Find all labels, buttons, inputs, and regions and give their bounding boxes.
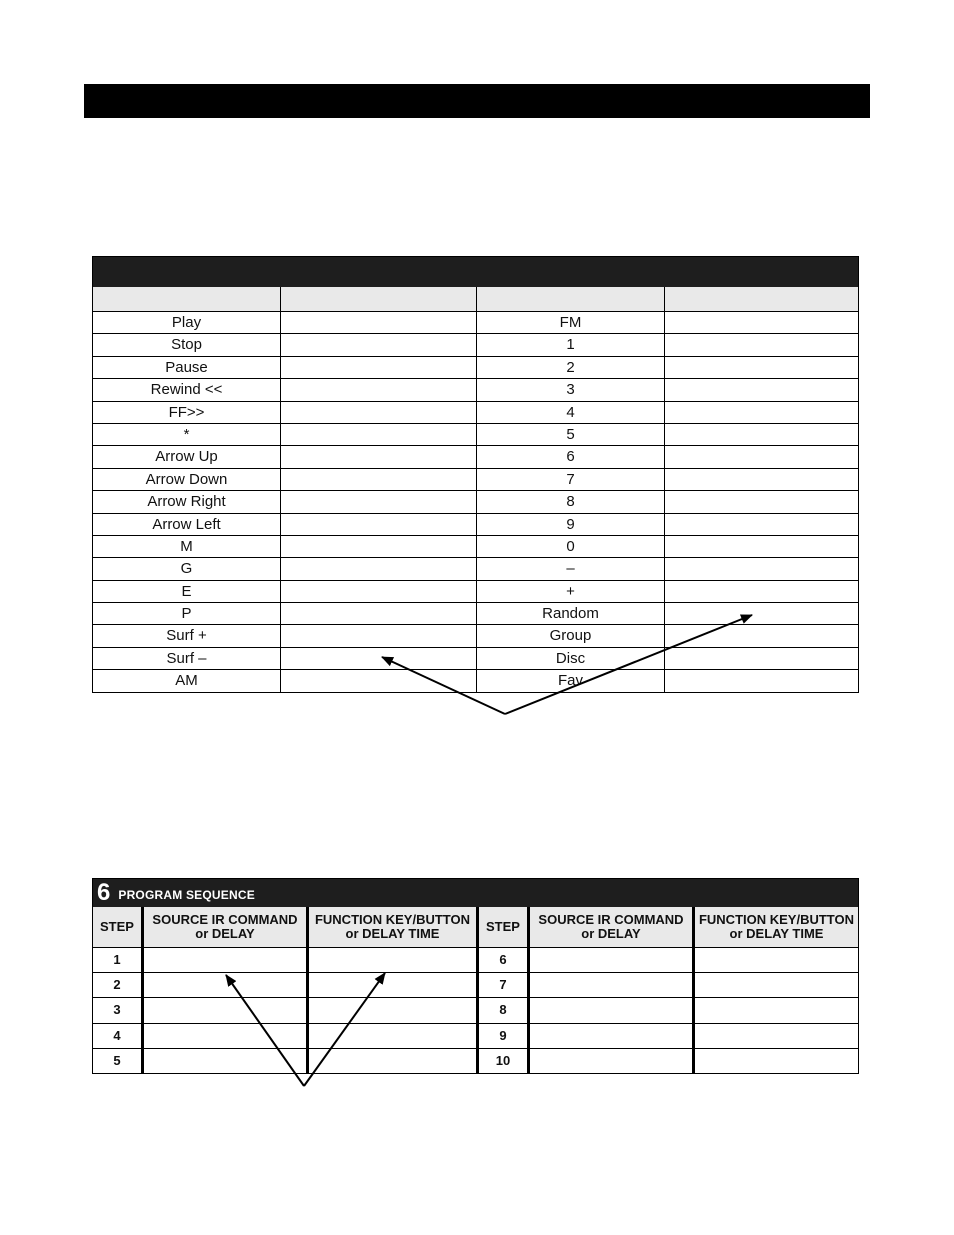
step-header: STEP (93, 907, 144, 947)
arrow-line (304, 973, 385, 1086)
key-label: Stop (93, 334, 281, 355)
key-label: FM (477, 312, 665, 333)
key-label: P (93, 603, 281, 624)
step-number: 8 (479, 998, 530, 1022)
function-header: FUNCTION KEY/BUTTON or DELAY TIME (698, 912, 855, 941)
key-label: Arrow Left (93, 514, 281, 535)
key-label: Pause (93, 357, 281, 378)
key-label: Rewind << (93, 379, 281, 400)
source-header: SOURCE IR COMMAND or DELAY (530, 907, 695, 947)
step-number: 9 (479, 1024, 530, 1048)
step-number: 4 (93, 1024, 144, 1048)
key-label: 9 (477, 514, 665, 535)
section-title: PROGRAM SEQUENCE (118, 888, 255, 902)
step-number: 3 (93, 998, 144, 1022)
key-label: 4 (477, 402, 665, 423)
key-label: Random (477, 603, 665, 624)
key-label: 1 (477, 334, 665, 355)
key-label: AM (93, 670, 281, 691)
key-label: 2 (477, 357, 665, 378)
arrow-line (505, 615, 752, 714)
key-label: 7 (477, 469, 665, 490)
step-number: 10 (479, 1049, 530, 1073)
step-number: 7 (479, 973, 530, 997)
key-label: Fav (477, 670, 665, 691)
key-label: * (93, 424, 281, 445)
source-header: SOURCE IR COMMAND or DELAY (144, 907, 309, 947)
key-label: Arrow Up (93, 446, 281, 467)
section-number: 6 (97, 879, 111, 906)
key-label: + (477, 581, 665, 602)
key-label: 0 (477, 536, 665, 557)
key-label: G (93, 558, 281, 579)
arrow-line (382, 657, 505, 714)
arrow-line (226, 975, 304, 1086)
key-label: FF>> (93, 402, 281, 423)
key-label: Surf + (93, 625, 281, 646)
step-number: 5 (93, 1049, 144, 1073)
key-label: Disc (477, 648, 665, 669)
key-label: M (93, 536, 281, 557)
key-label: 3 (477, 379, 665, 400)
key-label: Group (477, 625, 665, 646)
key-label: Surf – (93, 648, 281, 669)
step-header: STEP (479, 907, 530, 947)
key-label: Arrow Down (93, 469, 281, 490)
key-label: E (93, 581, 281, 602)
key-label: 8 (477, 491, 665, 512)
key-label: – (477, 558, 665, 579)
step-number: 6 (479, 948, 530, 972)
function-header: FUNCTION KEY/BUTTON or DELAY TIME (309, 907, 479, 947)
step-number: 1 (93, 948, 144, 972)
step-number: 2 (93, 973, 144, 997)
key-label: 6 (477, 446, 665, 467)
key-label: Arrow Right (93, 491, 281, 512)
key-label: 5 (477, 424, 665, 445)
key-label: Play (93, 312, 281, 333)
